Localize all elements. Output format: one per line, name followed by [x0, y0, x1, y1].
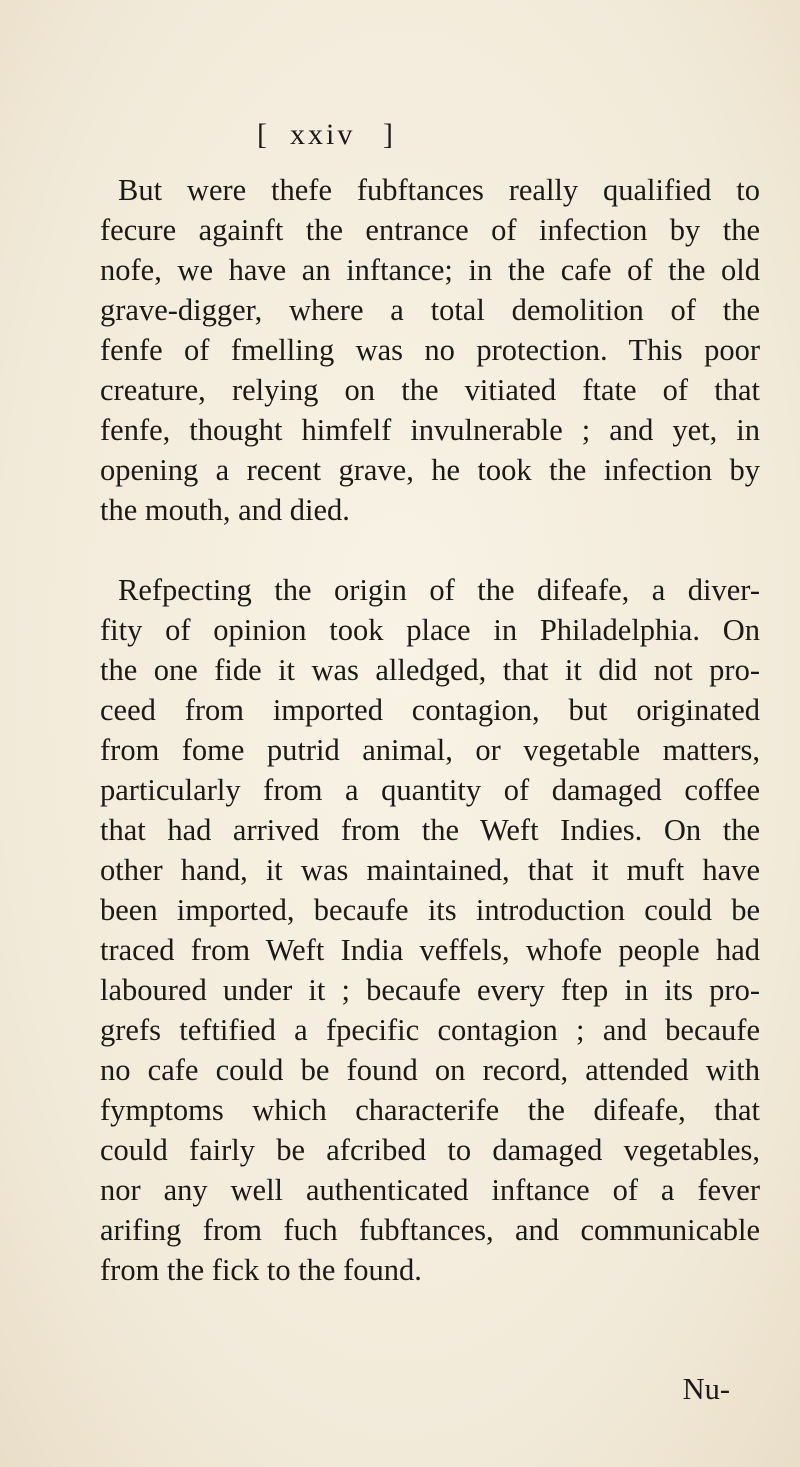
text-line: from fome putrid animal, or vegetable matters, — [100, 733, 760, 767]
text-line: nofe, we have an inftance; in the cafe of the old — [100, 253, 760, 287]
text-line: traced from Weft India veffels, whofe people had — [100, 933, 760, 967]
catchword: Nu- — [682, 1372, 730, 1406]
text-line: particularly from a quantity of damaged coffee — [100, 773, 760, 807]
text-line: could fairly be afcribed to damaged vegetables, — [100, 1133, 760, 1167]
text-line: from the fick to the found. — [100, 1253, 422, 1287]
text-line: other hand, it was maintained, that it muft have — [100, 853, 760, 887]
text-line: arifing from fuch fubftances, and communicable — [100, 1213, 760, 1247]
text-line: fymptoms which characterife the difeafe, that — [100, 1093, 760, 1127]
text-line: fity of opinion took place in Philadelphia. On — [100, 613, 760, 647]
text-line: been imported, becaufe its introduction could be — [100, 893, 760, 927]
paragraph-1 — [100, 170, 760, 530]
text-line: creature, relying on the vitiated ftate of that — [100, 373, 760, 407]
text-line: the mouth, and died. — [100, 493, 350, 527]
text-line: the one fide it was alledged, that it did not pro- — [100, 653, 760, 687]
paragraph-2 — [100, 570, 760, 1290]
text-line: opening a recent grave, he took the infection by — [100, 453, 760, 487]
header-close-bracket: ] — [383, 118, 395, 151]
text-line: fenfe of fmelling was no protection. This poor — [100, 333, 760, 367]
text-line: grefs teftified a fpecific contagion ; and becaufe — [100, 1013, 760, 1047]
text-line: fecure againft the entrance of infection by the — [100, 213, 760, 247]
text-line: fenfe, thought himfelf invulnerable ; and yet, in — [100, 413, 760, 447]
text-line: no cafe could be found on record, attended with — [100, 1053, 760, 1087]
text-line: ceed from imported contagion, but originated — [100, 693, 760, 727]
text-line: laboured under it ; becaufe every ftep in its pro- — [100, 973, 760, 1007]
text-line: that had arrived from the Weft Indies. On the — [100, 813, 760, 847]
text-line: Refpecting the origin of the difeafe, a diver- — [118, 573, 760, 607]
text-line: nor any well authenticated inftance of a fever — [100, 1173, 760, 1207]
text-line: grave-digger, where a total demolition of the — [100, 293, 760, 327]
header-open-bracket: [ — [257, 118, 269, 151]
text-line: But were thefe fubftances really qualified to — [118, 173, 760, 207]
page-number: xxiv — [290, 118, 356, 151]
